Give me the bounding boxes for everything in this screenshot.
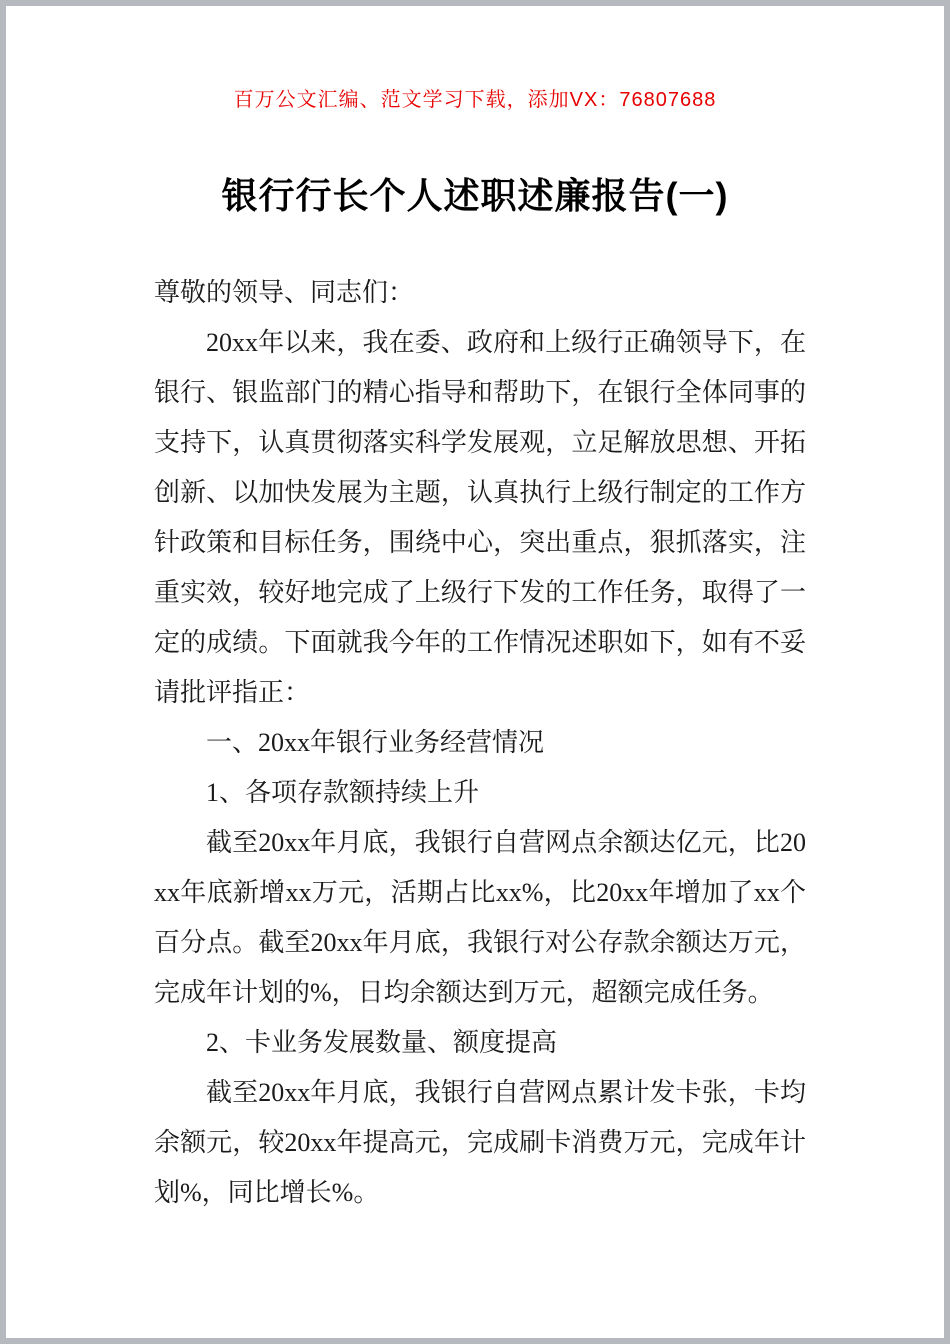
paragraph-card-business: 截至20xx年月底，我银行自营网点累计发卡张，卡均余额元，较20xx年提高元，完成刷卡消费万元，完成年计划%，同比增长%。 bbox=[154, 1078, 806, 1207]
paragraph-greeting: 尊敬的领导、同志们： bbox=[154, 278, 415, 307]
subsection-heading-2: 2、卡业务发展数量、额度提高 bbox=[206, 1028, 558, 1057]
paragraph-deposit-business: 截至20xx年月底，我银行自营网点余额达亿元，比20xx年底新增xx万元，活期占比xx%，比20xx年增加了xx个百分点。截至20xx年月底，我银行对公存款余额达万元，完成年计划的%，日均余额达到万元，超额完成任务。 bbox=[154, 828, 806, 1007]
subsection-heading-1: 1、各项存款额持续上升 bbox=[206, 778, 480, 807]
document-title: 银行行长个人述职述廉报告(一) bbox=[221, 175, 729, 216]
paragraph-intro: 20xx年以来，我在委、政府和上级行正确领导下，在银行、银监部门的精心指导和帮助下，在银行全体同事的支持下，认真贯彻落实科学发展观，立足解放思想、开拓创新、以加快发展为主题，认真执行上级行制定的工作方针政策和目标任务，围绕中心，突出重点，狠抓落实，注重实效，较好地完成了上级行下发的工作任务，取得了一定的成绩。下面就我今年的工作情况述职如下，如有不妥请批评指正： bbox=[154, 328, 806, 707]
promo-banner: 百万公文汇编、范文学习下载，添加VX：76807688 bbox=[233, 89, 717, 111]
document-body bbox=[154, 268, 806, 1218]
section-heading-1: 一、20xx年银行业务经营情况 bbox=[206, 728, 545, 757]
